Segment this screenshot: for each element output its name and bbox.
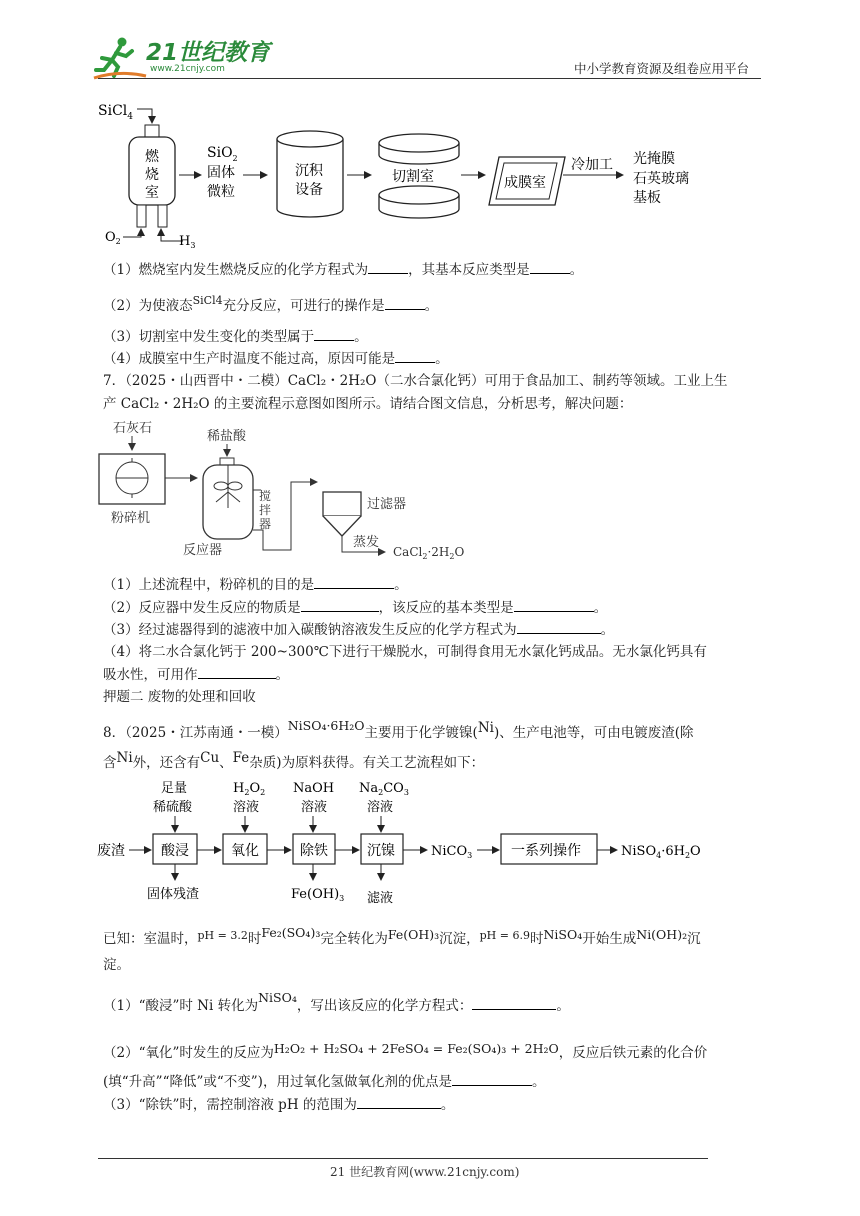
svg-text:反应器: 反应器 <box>183 543 223 558</box>
svg-text:切割室: 切割室 <box>392 169 434 185</box>
header-rule <box>98 78 761 79</box>
svg-text:拌: 拌 <box>259 503 272 517</box>
svg-text:足量: 足量 <box>161 781 188 796</box>
diagram-cacl2-process <box>95 418 495 566</box>
q7-intro-line1: 7．（2025・山西晋中・二模）CaCl₂・2H₂O（二水合氯化钙）可用于食品加工、制药等领域。工业上生 <box>103 373 728 389</box>
svg-text:溶液: 溶液 <box>233 800 260 815</box>
answer-blank[interactable] <box>198 665 276 679</box>
svg-text:器: 器 <box>259 517 272 531</box>
svg-text:石灰石: 石灰石 <box>113 421 153 436</box>
logo-text: 21世纪教育 <box>146 40 271 66</box>
svg-text:溶液: 溶液 <box>301 800 328 815</box>
q7-line5: 吸水性，可用作 。 <box>103 667 289 683</box>
q7-line3: （3）经过滤器得到的滤液中加入碳酸钠溶液发生反应的化学方程式为 。 <box>103 622 615 638</box>
svg-text:一系列操作: 一系列操作 <box>511 843 581 859</box>
svg-text:设备: 设备 <box>295 182 323 198</box>
svg-text:石英玻璃: 石英玻璃 <box>633 171 689 187</box>
answer-blank[interactable] <box>314 327 354 341</box>
answer-blank[interactable] <box>530 260 570 274</box>
svg-text:固体残渣: 固体残渣 <box>147 887 200 902</box>
q8-intro-line2: 含Ni外，还含有Cu、Fe杂质)为原料获得。有关工艺流程如下： <box>103 750 485 771</box>
platform-name: 中小学教育资源及组卷应用平台 <box>574 61 750 76</box>
q7-intro-line2: 产 CaCl₂・2H₂O 的主要流程示意图如图所示。请结合图文信息，分析思考，解决问题： <box>103 396 633 412</box>
q8-intro-line1: 8．（2025・江苏南通・一模）NiSO₄·6H₂O主要用于化学镀镍(Ni)、生产电池等，可由电镀废渣(除 <box>103 718 694 741</box>
q6-line3: （3）切割室中发生变化的类型属于 。 <box>103 329 368 345</box>
logo-url: www.21cnjy.com <box>150 64 225 74</box>
svg-text:室: 室 <box>145 185 159 201</box>
answer-blank[interactable] <box>517 620 601 634</box>
answer-blank[interactable] <box>314 575 394 589</box>
svg-text:稀硫酸: 稀硫酸 <box>153 800 193 815</box>
sicl4-label: SiCl$_4$ <box>98 103 133 122</box>
footer-rule <box>98 1158 708 1159</box>
q6-line1: （1）燃烧室内发生燃烧反应的化学方程式为 ，其基本反应类型是 。 <box>103 262 584 278</box>
svg-text:稀盐酸: 稀盐酸 <box>207 429 247 444</box>
svg-text:除铁: 除铁 <box>300 843 328 859</box>
svg-text:烧: 烧 <box>145 167 159 183</box>
q8-known-line1: 已知：室温时，$^{pH = 3.2}$时Fe₂(SO₄)₃完全转化为Fe(OH)₃沉淀，$^{pH = 6.9}$时NiSO₄开始生成Ni(OH)₂沉 <box>103 925 701 947</box>
answer-blank[interactable] <box>395 349 435 363</box>
q7-line1: （1）上述流程中，粉碎机的目的是 。 <box>103 577 408 593</box>
q8-line1: （1）“酸浸”时 Ni 转化为NiSO₄，写出该反应的化学方程式： 。 <box>103 990 570 1014</box>
answer-blank[interactable] <box>301 598 379 612</box>
svg-text:Na2CO3: $Na_2CO_3$ <box>359 781 409 797</box>
svg-text:粉碎机: 粉碎机 <box>111 511 151 526</box>
svg-text:搅: 搅 <box>259 489 272 503</box>
svg-text:NiSO4·6H2O: $NiSO_4\cdot 6H_2O$ <box>621 844 701 860</box>
svg-text:废渣: 废渣 <box>97 843 125 859</box>
svg-text:光掩膜: 光掩膜 <box>633 151 675 167</box>
answer-blank[interactable] <box>357 1095 441 1109</box>
diagram-niso4-process <box>95 776 725 906</box>
svg-text:过滤器: 过滤器 <box>367 497 407 512</box>
svg-text:NaOH: NaOH <box>293 781 335 796</box>
answer-blank[interactable] <box>514 598 594 612</box>
svg-text:H3: $H_3$ <box>179 234 196 250</box>
q8-line3: (填“升高”“降低”或“不变”)，用过氧化氢做氧化剂的优点是 。 <box>103 1074 546 1090</box>
svg-text:溶液: 溶液 <box>367 800 394 815</box>
svg-text:NiCO3: NiCO$_3$ <box>431 844 473 860</box>
filter <box>323 492 361 516</box>
answer-blank[interactable] <box>452 1072 532 1086</box>
svg-text:沉积: 沉积 <box>295 163 323 179</box>
logo-runner-icon <box>92 36 148 80</box>
svg-text:蒸发: 蒸发 <box>353 535 380 550</box>
q8-line4: （3）“除铁”时，需控制溶液 pH 的范围为 。 <box>103 1097 455 1113</box>
svg-text:基板: 基板 <box>633 190 661 206</box>
svg-text:H2O2: $H_2O_2$ <box>233 781 266 797</box>
svg-text:氧化: 氧化 <box>231 843 259 859</box>
footer-text: 21 世纪教育网(www.21cnjy.com) <box>330 1165 520 1179</box>
svg-text:O2: $O_2$ <box>105 230 121 246</box>
svg-text:成膜室: 成膜室 <box>504 175 546 191</box>
answer-blank[interactable] <box>368 260 408 274</box>
answer-blank[interactable] <box>472 996 556 1010</box>
svg-text:CaCl2·2H2O: $CaCl_2\cdot 2H_2O$ <box>393 545 465 561</box>
q8-known-line2: 淀。 <box>103 957 130 973</box>
q7-line4: （4）将二水合氯化钙于 200~300℃下进行干燥脱水，可制得食用无水氯化钙成品。无水氯化钙具有 <box>103 644 707 660</box>
svg-text:沉镍: 沉镍 <box>367 843 395 859</box>
svg-text:Fe(OH)3: $Fe(OH)_3$ <box>291 887 345 903</box>
svg-text:固体: 固体 <box>207 165 235 181</box>
q8-line2: （2）“氧化”时发生的反应为H₂O₂ + H₂SO₄ + 2FeSO₄ = Fe₂(SO₄)₃ + 2H₂O，反应后铁元素的化合价 <box>103 1041 708 1061</box>
header <box>0 0 860 80</box>
svg-text:冷加工: 冷加工 <box>571 157 613 173</box>
answer-blank[interactable] <box>385 296 425 310</box>
svg-text:酸浸: 酸浸 <box>161 843 189 859</box>
q7-line2: （2）反应器中发生反应的物质是 ，该反应的基本类型是 。 <box>103 600 608 616</box>
section-heading: 押题二 废物的处理和回收 <box>103 689 256 705</box>
svg-text:滤液: 滤液 <box>367 891 394 906</box>
svg-text:微粒: 微粒 <box>207 184 235 200</box>
diagram-quartz-process <box>95 95 715 255</box>
q6-line2: （2）为使液态$^{SiCl4}$充分反应，可进行的操作是 。 <box>103 294 439 314</box>
svg-text:燃: 燃 <box>145 149 159 165</box>
q6-line4: （4）成膜室中生产时温度不能过高，原因可能是 。 <box>103 351 449 367</box>
svg-text:SiO2: SiO$_2$ <box>207 145 238 163</box>
